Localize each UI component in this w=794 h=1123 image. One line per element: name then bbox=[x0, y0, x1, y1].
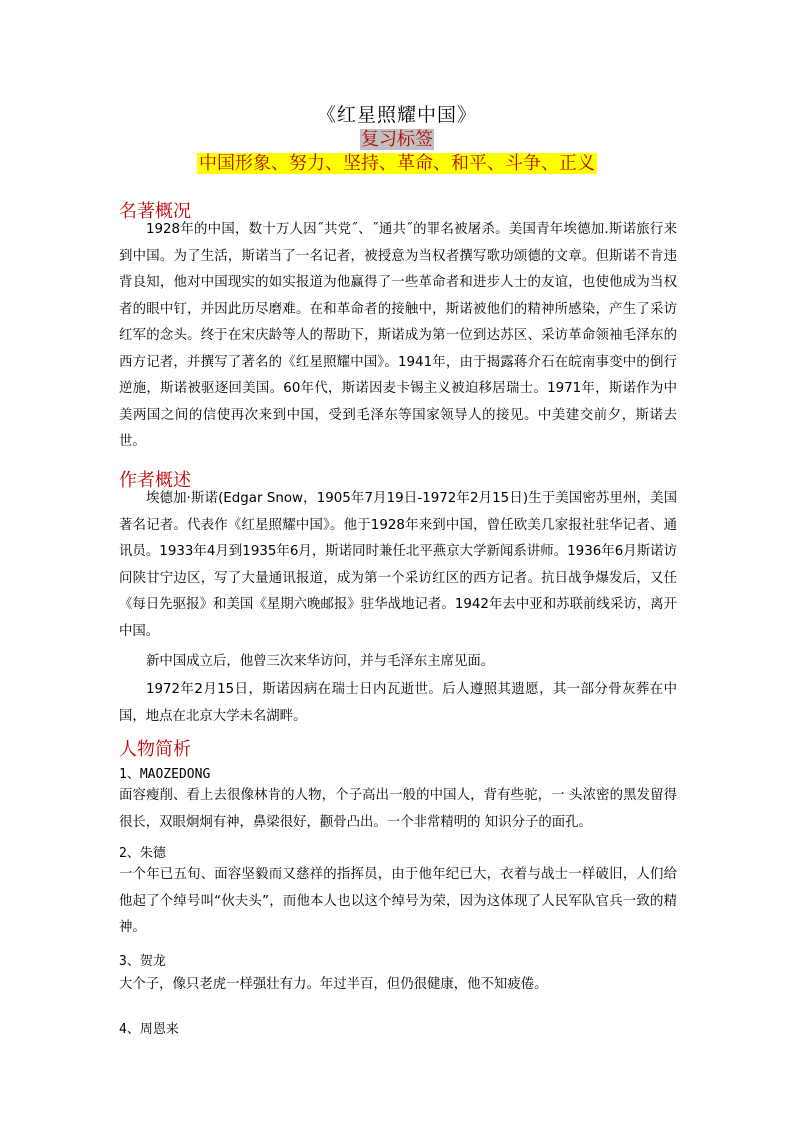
keywords-line bbox=[0, 149, 794, 175]
author-paragraph-3: 1972年2月15日，斯诺因病在瑞士日内瓦逝世。后人遵照其遗愿，其一部分骨灰葬在中国，地点在北京大学未名湖畔。 bbox=[119, 682, 677, 724]
author-paragraph-2: 新中国成立后，他曾三次来华访问，并与毛泽东主席见面。 bbox=[146, 654, 495, 669]
character-label: 2、朱德 bbox=[119, 846, 166, 861]
document-title: 《红星照耀中国》 bbox=[316, 104, 477, 126]
author-paragraph-1: 埃德加·斯诺(Edgar Snow，1905年7月19日-1972年2月15日)生于美国密苏里州，美国著名记者。代表作《红星照耀中国》。他于1928年来到中国，曾任欧美几家报社驻华记者、通讯员。1933年4月到1935年6月，斯诺同时兼任北平燕京大学新闻系讲师。1936年6月斯诺访问陕甘宁边区，写了大量通讯报道，成为第一个采访红区的西方记者。抗日战争爆发后，又任《每日先驱报》和美国《星期六晚邮报》驻华战地记者。1942年去中亚和苏联前线采访，离开中国。 bbox=[119, 491, 677, 639]
character-label: 1、MAOZEDONG bbox=[119, 767, 211, 782]
character-description: 面容瘦削、看上去很像林肯的人物，个子高出一般的中国人，背有些驼，一 头浓密的黑发留得很长，双眼炯炯有神，鼻梁很好，颧骨凸出。一个非常精明的 知识分子的面孔。 bbox=[119, 788, 677, 830]
review-tag-text: 复习标签 bbox=[361, 129, 433, 150]
overview-paragraph: 1928年的中国，数十万人因˝共党˝、˝通共˝的罪名被屠杀。美国青年埃德加.斯诺旅行来到中国。为了生活，斯诺当了一名记者，被授意为当权者撰写歌功颂德的文章。但斯诺不肯违背良知，他对中国现实的如实报道为他赢得了一些革命者和进步人士的友谊，也使他成为当权者的眼中钉，并因此历尽磨难。在和革命者的接触中，斯诺被他们的精神所感染，产生了采访红军的念头。终于在宋庆龄等人的帮助下，斯诺成为第一位到达苏区、采访革命领袖毛泽东的西方记者，并撰写了著名的《红星照耀中国》。1941年，由于揭露蒋介石在皖南事变中的倒行逆施，斯诺被驱逐回美国。60年代，斯诺因麦卡锡主义被迫移居瑞士。1971年，斯诺作为中美两国之间的信使再次来到中国，受到毛泽东等国家领导人的接见。中美建交前夕，斯诺去世。 bbox=[119, 222, 677, 449]
characters-heading: 人物简析 bbox=[119, 739, 191, 760]
keywords-text: 中国形象、努力、坚持、革命、和平、斗争、正义 bbox=[199, 153, 595, 174]
author-heading: 作者概述 bbox=[119, 470, 191, 491]
character-label: 4、周恩来 bbox=[119, 1022, 179, 1037]
character-description: 大个子，像只老虎一样强壮有力。年过半百，但仍很健康，他不知疲倦。 bbox=[119, 977, 548, 992]
overview-heading: 名著概况 bbox=[119, 201, 191, 222]
review-tag-subtitle bbox=[0, 125, 794, 151]
character-description: 一个年已五旬、面容坚毅而又慈祥的指挥员，由于他年纪已大，衣着与战士一样破旧，人们给他起了个绰号叫“伙夫头”，而他本人也以这个绰号为荣，因为这体现了人民军队官兵一致的精神。 bbox=[119, 867, 677, 935]
character-label: 3、贺龙 bbox=[119, 954, 166, 969]
